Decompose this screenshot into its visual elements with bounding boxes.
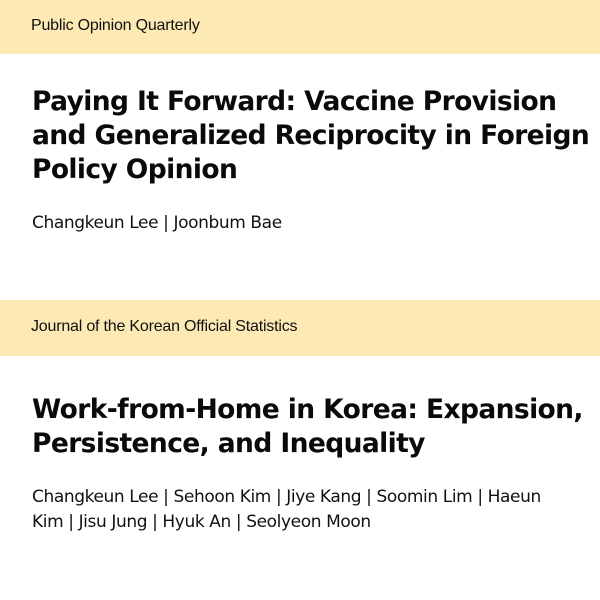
journal-name: Journal of the Korean Official Statistics <box>31 318 298 335</box>
paper-authors: Changkeun Lee | Joonbum Bae <box>32 213 282 233</box>
paper-title[interactable]: Work-from-Home in Korea: Expansion, Persistence, and Inequality <box>32 394 583 459</box>
paper-authors: Changkeun Lee | Sehoon Kim | Jiye Kang | Soomin Lim | Haeun Kim | Jisu Jung | Hyuk An | Seolyeon Moon <box>32 487 541 532</box>
paper-title[interactable]: Paying It Forward: Vaccine Provision and Generalized Reciprocity in Foreign Policy Opinion <box>32 86 590 185</box>
journal-name: Public Opinion Quarterly <box>31 17 200 34</box>
